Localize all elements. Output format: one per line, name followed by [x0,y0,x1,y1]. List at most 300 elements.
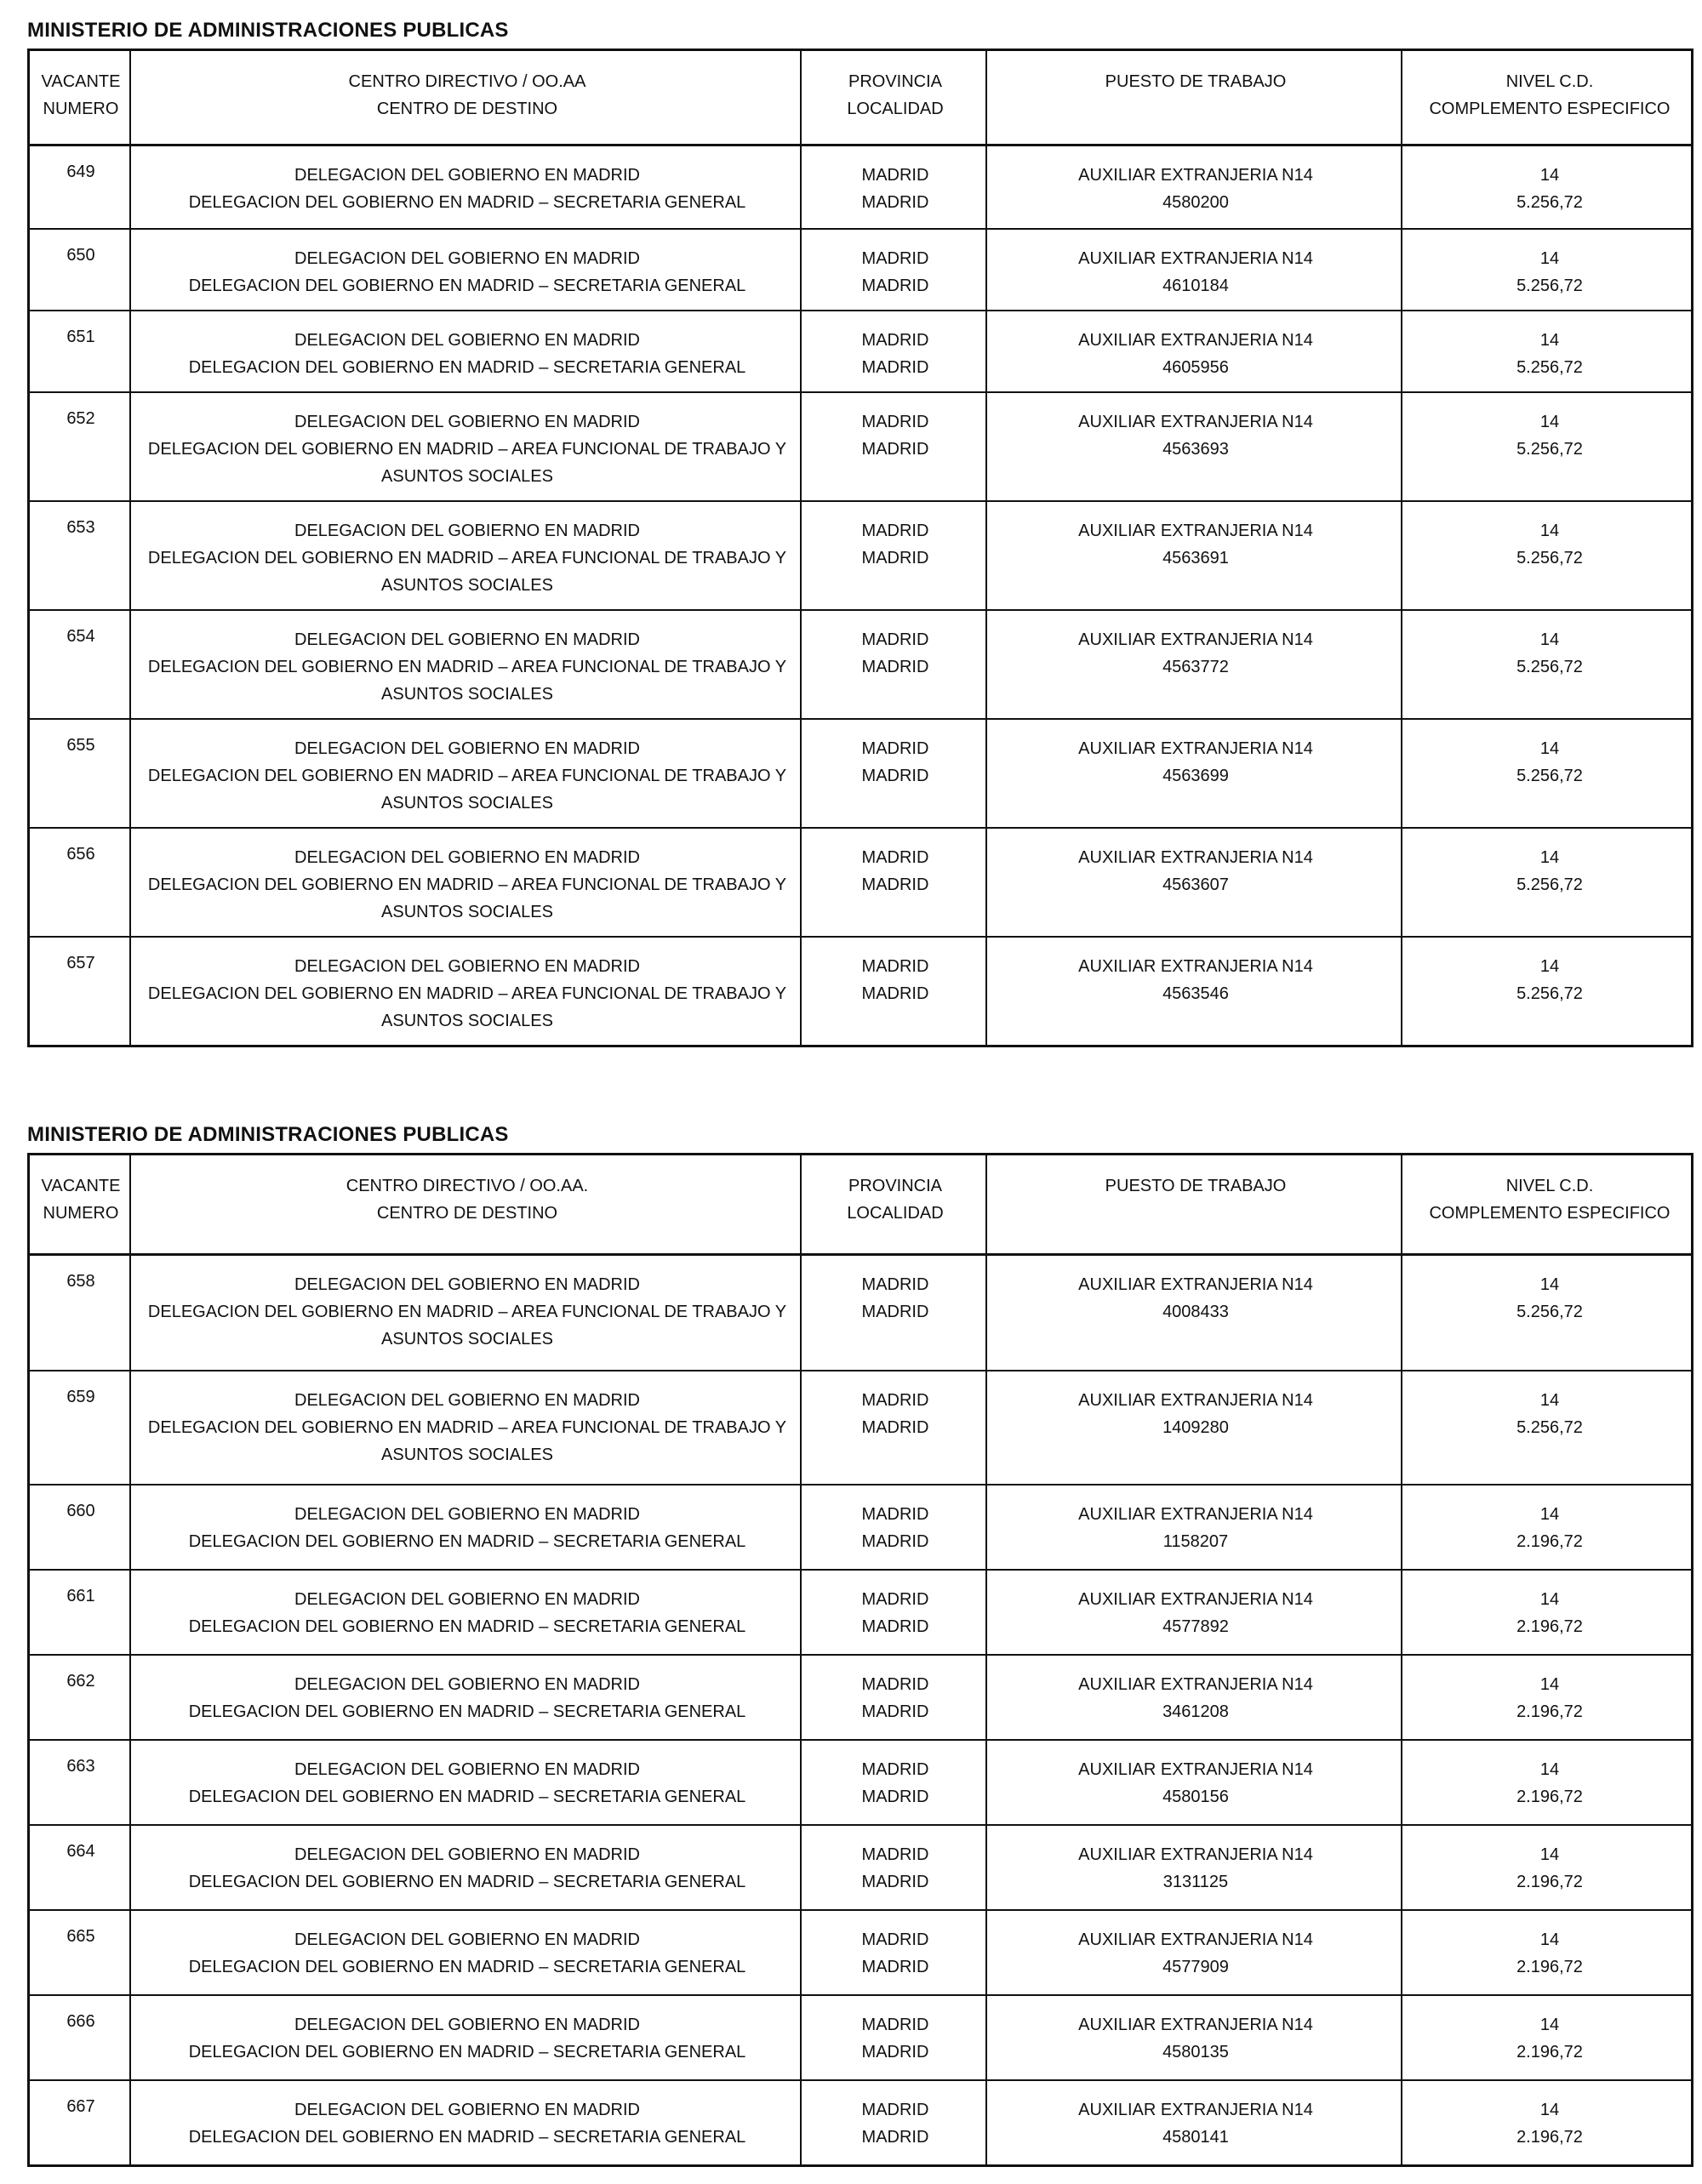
cell-nivel [1403,1571,1696,1654]
cell-nivel [1403,1996,1696,2079]
cell-nivel [1403,829,1696,936]
centro-text: DELEGACION DEL GOBIERNO EN MADRID [294,1590,640,1609]
centro-text: DELEGACION DEL GOBIERNO EN MADRID [294,2016,640,2034]
provincia-text: MADRID [861,1702,929,1721]
header-text: CENTRO DE DESTINO [376,1204,558,1223]
centro-text: DELEGACION DEL GOBIERNO EN MADRID [294,249,640,268]
provincia-text: MADRID [861,1590,929,1609]
puesto-text: 4580156 [1162,1788,1229,1806]
puesto-text: AUXILIAR EXTRANJERIA N14 [1078,1760,1313,1779]
nivel-text: 5.256,72 [1516,358,1583,377]
vacancy-number: 649 [66,163,95,181]
cell-puesto [988,1911,1403,1994]
cell-num [30,1996,132,2079]
provincia-text: MADRID [861,630,929,649]
vacancy-number: 665 [66,1927,95,1946]
centro-text: ASUNTOS SOCIALES [381,1446,553,1464]
centro-text: DELEGACION DEL GOBIERNO EN MADRID – AREA FUNCIONAL DE TRABAJO Y [147,549,787,567]
centro-text: DELEGACION DEL GOBIERNO EN MADRID – SECRETARIA GENERAL [188,2128,746,2147]
nivel-text: 5.256,72 [1516,1418,1583,1437]
header-text: VACANTE [41,1177,121,1195]
provincia-text: MADRID [861,658,929,676]
vacancy-number: 662 [66,1672,95,1691]
vacancy-number: 664 [66,1842,95,1861]
centro-text: DELEGACION DEL GOBIERNO EN MADRID – SECRETARIA GENERAL [188,1702,746,1721]
cell-provincia [802,1996,988,2079]
centro-text: DELEGACION DEL GOBIERNO EN MADRID – SECRETARIA GENERAL [188,277,746,295]
cell-num [30,1485,132,1569]
centro-text: DELEGACION DEL GOBIERNO EN MADRID – SECRETARIA GENERAL [188,1873,746,1891]
nivel-text: 14 [1539,848,1560,867]
cell-provincia [802,502,988,609]
provincia-text: MADRID [861,1505,929,1524]
cell-provincia [802,611,988,718]
nivel-text: 2.196,72 [1516,1958,1583,1976]
cell-nivel [1403,1656,1696,1739]
puesto-text: AUXILIAR EXTRANJERIA N14 [1078,1845,1313,1864]
puesto-text: 4563546 [1162,984,1229,1003]
header-text: NIVEL C.D. [1505,72,1594,91]
nivel-text: 14 [1539,2016,1560,2034]
table-row [30,1484,1691,1569]
header-nivel [1403,1155,1696,1253]
cell-provincia [802,146,988,228]
puesto-text: 4563693 [1162,440,1229,459]
provincia-text: MADRID [861,767,929,785]
provincia-text: MADRID [861,358,929,377]
table-row [30,310,1691,391]
header-text: LOCALIDAD [847,100,944,118]
cell-puesto [988,1485,1403,1569]
cell-num [30,829,132,936]
cell-centro [132,311,802,391]
provincia-text: MADRID [861,2016,929,2034]
cell-num [30,1741,132,1824]
cell-num [30,1826,132,1909]
puesto-text: AUXILIAR EXTRANJERIA N14 [1078,166,1313,185]
cell-centro [132,1656,802,1739]
nivel-text: 14 [1539,166,1560,185]
header-puesto [988,1155,1403,1253]
centro-text: ASUNTOS SOCIALES [381,903,553,921]
vacancy-number: 654 [66,627,95,646]
cell-provincia [802,720,988,827]
header-centro [132,51,802,144]
vacancy-number: 656 [66,845,95,864]
table-row [30,146,1691,228]
centro-text: ASUNTOS SOCIALES [381,467,553,486]
cell-provincia [802,1485,988,1569]
cell-centro [132,1371,802,1484]
table-row [30,1909,1691,1994]
cell-puesto [988,393,1403,500]
centro-text: DELEGACION DEL GOBIERNO EN MADRID [294,522,640,540]
vacancy-number: 651 [66,328,95,346]
puesto-text: 4580135 [1162,2043,1229,2061]
nivel-text: 14 [1539,1930,1560,1949]
nivel-text: 2.196,72 [1516,1873,1583,1891]
provincia-text: MADRID [861,984,929,1003]
centro-text: DELEGACION DEL GOBIERNO EN MADRID [294,1275,640,1294]
cell-nivel [1403,720,1696,827]
cell-nivel [1403,1826,1696,1909]
table-row [30,1654,1691,1739]
cell-centro [132,829,802,936]
puesto-text: 4577909 [1162,1958,1229,1976]
header-text: CENTRO DE DESTINO [376,100,558,118]
cell-centro [132,502,802,609]
cell-centro [132,230,802,310]
cell-centro [132,146,802,228]
table-row [30,1739,1691,1824]
cell-provincia [802,938,988,1045]
centro-text: DELEGACION DEL GOBIERNO EN MADRID [294,848,640,867]
table-row [30,936,1691,1045]
vacancy-number: 653 [66,518,95,537]
nivel-text: 14 [1539,331,1560,350]
nivel-text: 5.256,72 [1516,875,1583,894]
centro-text: DELEGACION DEL GOBIERNO EN MADRID – AREA FUNCIONAL DE TRABAJO Y [147,767,787,785]
puesto-text: 4577892 [1162,1617,1229,1636]
cell-nivel [1403,311,1696,391]
puesto-text: 4563607 [1162,875,1229,894]
cell-puesto [988,230,1403,310]
puesto-text: AUXILIAR EXTRANJERIA N14 [1078,1930,1313,1949]
centro-text: DELEGACION DEL GOBIERNO EN MADRID [294,2101,640,2119]
header-text: PUESTO DE TRABAJO [1105,1177,1287,1195]
header-text: CENTRO DIRECTIVO / OO.AA. [346,1177,589,1195]
table-row [30,2079,1691,2164]
table-row [30,500,1691,609]
header-text: PUESTO DE TRABAJO [1105,72,1287,91]
provincia-text: MADRID [861,875,929,894]
centro-text: DELEGACION DEL GOBIERNO EN MADRID [294,1845,640,1864]
header-text: COMPLEMENTO ESPECIFICO [1429,1204,1671,1223]
centro-text: DELEGACION DEL GOBIERNO EN MADRID – SECRETARIA GENERAL [188,1617,746,1636]
centro-text: ASUNTOS SOCIALES [381,685,553,704]
nivel-text: 5.256,72 [1516,984,1583,1003]
cell-puesto [988,720,1403,827]
header-text: PROVINCIA [848,72,943,91]
centro-text: DELEGACION DEL GOBIERNO EN MADRID – SECRETARIA GENERAL [188,2043,746,2061]
vacancy-table [27,48,1693,1047]
cell-puesto [988,2081,1403,2164]
cell-puesto [988,1996,1403,2079]
cell-puesto [988,611,1403,718]
cell-puesto [988,311,1403,391]
provincia-text: MADRID [861,440,929,459]
vacancy-number: 659 [66,1388,95,1406]
cell-provincia [802,311,988,391]
cell-num [30,146,132,228]
cell-provincia [802,1911,988,1994]
cell-provincia [802,1656,988,1739]
cell-puesto [988,1571,1403,1654]
puesto-text: AUXILIAR EXTRANJERIA N14 [1078,249,1313,268]
nivel-text: 14 [1539,1391,1560,1410]
provincia-text: MADRID [861,1275,929,1294]
provincia-text: MADRID [861,1845,929,1864]
provincia-text: MADRID [861,277,929,295]
cell-nivel [1403,1911,1696,1994]
cell-puesto [988,1656,1403,1739]
centro-text: DELEGACION DEL GOBIERNO EN MADRID [294,413,640,431]
puesto-text: 4008433 [1162,1303,1229,1321]
centro-text: DELEGACION DEL GOBIERNO EN MADRID – SECRETARIA GENERAL [188,358,746,377]
nivel-text: 14 [1539,2101,1560,2119]
provincia-text: MADRID [861,1958,929,1976]
centro-text: DELEGACION DEL GOBIERNO EN MADRID – SECRETARIA GENERAL [188,193,746,212]
puesto-text: AUXILIAR EXTRANJERIA N14 [1078,1275,1313,1294]
cell-nivel [1403,1485,1696,1569]
provincia-text: MADRID [861,1788,929,1806]
cell-puesto [988,1371,1403,1484]
header-puesto [988,51,1403,144]
centro-text: DELEGACION DEL GOBIERNO EN MADRID – AREA FUNCIONAL DE TRABAJO Y [147,1418,787,1437]
section-title: MINISTERIO DE ADMINISTRACIONES PUBLICAS [27,19,509,42]
nivel-text: 14 [1539,249,1560,268]
table-row [30,827,1691,936]
cell-nivel [1403,2081,1696,2164]
cell-nivel [1403,230,1696,310]
centro-text: DELEGACION DEL GOBIERNO EN MADRID [294,957,640,976]
nivel-text: 5.256,72 [1516,193,1583,212]
puesto-text: AUXILIAR EXTRANJERIA N14 [1078,1391,1313,1410]
nivel-text: 2.196,72 [1516,1702,1583,1721]
centro-text: DELEGACION DEL GOBIERNO EN MADRID – SECRETARIA GENERAL [188,1788,746,1806]
vacancy-number: 667 [66,2097,95,2116]
vacancy-table [27,1153,1693,2167]
cell-puesto [988,502,1403,609]
cell-nivel [1403,1741,1696,1824]
cell-puesto [988,1826,1403,1909]
puesto-text: 4580141 [1162,2128,1229,2147]
cell-nivel [1403,393,1696,500]
table-row [30,1256,1691,1370]
cell-num [30,1571,132,1654]
nivel-text: 5.256,72 [1516,277,1583,295]
vacancy-number: 666 [66,2012,95,2031]
header-centro [132,1155,802,1253]
centro-text: ASUNTOS SOCIALES [381,1330,553,1349]
puesto-text: AUXILIAR EXTRANJERIA N14 [1078,413,1313,431]
vacancy-number: 657 [66,954,95,972]
centro-text: DELEGACION DEL GOBIERNO EN MADRID – AREA FUNCIONAL DE TRABAJO Y [147,658,787,676]
puesto-text: AUXILIAR EXTRANJERIA N14 [1078,957,1313,976]
nivel-text: 14 [1539,957,1560,976]
nivel-text: 2.196,72 [1516,2043,1583,2061]
cell-num [30,1371,132,1484]
nivel-text: 2.196,72 [1516,1788,1583,1806]
cell-num [30,2081,132,2164]
centro-text: DELEGACION DEL GOBIERNO EN MADRID [294,1675,640,1694]
header-vacante [30,1155,132,1253]
provincia-text: MADRID [861,2101,929,2119]
centro-text: DELEGACION DEL GOBIERNO EN MADRID [294,166,640,185]
nivel-text: 14 [1539,739,1560,758]
cell-nivel [1403,611,1696,718]
vacancy-number: 663 [66,1757,95,1776]
puesto-text: AUXILIAR EXTRANJERIA N14 [1078,630,1313,649]
table-row [30,1994,1691,2079]
cell-nivel [1403,502,1696,609]
centro-text: DELEGACION DEL GOBIERNO EN MADRID – SECRETARIA GENERAL [188,1532,746,1551]
centro-text: DELEGACION DEL GOBIERNO EN MADRID [294,1505,640,1524]
cell-nivel [1403,1256,1696,1370]
cell-puesto [988,938,1403,1045]
cell-nivel [1403,938,1696,1045]
cell-num [30,311,132,391]
nivel-text: 5.256,72 [1516,658,1583,676]
centro-text: DELEGACION DEL GOBIERNO EN MADRID [294,1391,640,1410]
cell-centro [132,1911,802,1994]
centro-text: DELEGACION DEL GOBIERNO EN MADRID – AREA FUNCIONAL DE TRABAJO Y [147,1303,787,1321]
cell-provincia [802,230,988,310]
nivel-text: 14 [1539,1760,1560,1779]
puesto-text: AUXILIAR EXTRANJERIA N14 [1078,522,1313,540]
table-header [30,51,1691,146]
puesto-text: 4563699 [1162,767,1229,785]
puesto-text: 4605956 [1162,358,1229,377]
vacancy-number: 658 [66,1272,95,1291]
cell-nivel [1403,146,1696,228]
header-text: PROVINCIA [848,1177,943,1195]
provincia-text: MADRID [861,1873,929,1891]
puesto-text: AUXILIAR EXTRANJERIA N14 [1078,739,1313,758]
centro-text: DELEGACION DEL GOBIERNO EN MADRID – AREA FUNCIONAL DE TRABAJO Y [147,440,787,459]
puesto-text: AUXILIAR EXTRANJERIA N14 [1078,331,1313,350]
cell-num [30,720,132,827]
cell-provincia [802,393,988,500]
cell-provincia [802,1826,988,1909]
cell-puesto [988,146,1403,228]
centro-text: ASUNTOS SOCIALES [381,794,553,813]
provincia-text: MADRID [861,739,929,758]
puesto-text: 1409280 [1162,1418,1229,1437]
puesto-text: AUXILIAR EXTRANJERIA N14 [1078,2101,1313,2119]
cell-centro [132,1256,802,1370]
puesto-text: 4610184 [1162,277,1229,295]
cell-centro [132,1996,802,2079]
provincia-text: MADRID [861,1930,929,1949]
table-row [30,1569,1691,1654]
puesto-text: AUXILIAR EXTRANJERIA N14 [1078,1675,1313,1694]
nivel-text: 14 [1539,1275,1560,1294]
vacancy-number: 660 [66,1502,95,1520]
cell-num [30,1656,132,1739]
nivel-text: 2.196,72 [1516,2128,1583,2147]
section-title: MINISTERIO DE ADMINISTRACIONES PUBLICAS [27,1123,509,1146]
header-text: CENTRO DIRECTIVO / OO.AA [348,72,586,91]
puesto-text: 4563772 [1162,658,1229,676]
cell-provincia [802,1256,988,1370]
provincia-text: MADRID [861,249,929,268]
header-text: COMPLEMENTO ESPECIFICO [1429,100,1671,118]
centro-text: DELEGACION DEL GOBIERNO EN MADRID [294,630,640,649]
provincia-text: MADRID [861,1760,929,1779]
cell-num [30,230,132,310]
vacancy-number: 661 [66,1587,95,1605]
header-text: NUMERO [43,100,119,118]
cell-centro [132,938,802,1045]
cell-puesto [988,1256,1403,1370]
puesto-text: AUXILIAR EXTRANJERIA N14 [1078,1505,1313,1524]
nivel-text: 5.256,72 [1516,1303,1583,1321]
cell-num [30,393,132,500]
centro-text: DELEGACION DEL GOBIERNO EN MADRID [294,1760,640,1779]
centro-text: DELEGACION DEL GOBIERNO EN MADRID – AREA FUNCIONAL DE TRABAJO Y [147,984,787,1003]
header-provincia [802,1155,988,1253]
header-text: NUMERO [43,1204,119,1223]
centro-text: DELEGACION DEL GOBIERNO EN MADRID [294,1930,640,1949]
provincia-text: MADRID [861,331,929,350]
puesto-text: AUXILIAR EXTRANJERIA N14 [1078,1590,1313,1609]
provincia-text: MADRID [861,2128,929,2147]
vacancy-number: 650 [66,246,95,265]
cell-centro [132,1571,802,1654]
cell-puesto [988,1741,1403,1824]
cell-centro [132,1741,802,1824]
centro-text: DELEGACION DEL GOBIERNO EN MADRID – AREA FUNCIONAL DE TRABAJO Y [147,875,787,894]
nivel-text: 14 [1539,630,1560,649]
puesto-text: 1158207 [1162,1532,1229,1551]
table-row [30,718,1691,827]
cell-num [30,938,132,1045]
nivel-text: 14 [1539,1505,1560,1524]
cell-centro [132,2081,802,2164]
provincia-text: MADRID [861,1418,929,1437]
nivel-text: 2.196,72 [1516,1617,1583,1636]
nivel-text: 5.256,72 [1516,767,1583,785]
cell-puesto [988,829,1403,936]
vacancy-number: 655 [66,736,95,755]
header-nivel [1403,51,1696,144]
provincia-text: MADRID [861,848,929,867]
provincia-text: MADRID [861,193,929,212]
cell-provincia [802,2081,988,2164]
provincia-text: MADRID [861,549,929,567]
cell-num [30,611,132,718]
nivel-text: 14 [1539,413,1560,431]
puesto-text: 3461208 [1162,1702,1229,1721]
cell-nivel [1403,1371,1696,1484]
nivel-text: 2.196,72 [1516,1532,1583,1551]
centro-text: DELEGACION DEL GOBIERNO EN MADRID [294,739,640,758]
provincia-text: MADRID [861,1303,929,1321]
cell-provincia [802,829,988,936]
puesto-text: 4563691 [1162,549,1229,567]
provincia-text: MADRID [861,1617,929,1636]
table-row [30,1370,1691,1484]
centro-text: ASUNTOS SOCIALES [381,576,553,595]
table-row [30,228,1691,310]
nivel-text: 14 [1539,1590,1560,1609]
header-text: VACANTE [41,72,121,91]
provincia-text: MADRID [861,2043,929,2061]
cell-num [30,502,132,609]
cell-provincia [802,1741,988,1824]
provincia-text: MADRID [861,957,929,976]
centro-text: DELEGACION DEL GOBIERNO EN MADRID – SECRETARIA GENERAL [188,1958,746,1976]
provincia-text: MADRID [861,166,929,185]
puesto-text: AUXILIAR EXTRANJERIA N14 [1078,2016,1313,2034]
table-row [30,391,1691,500]
header-text: LOCALIDAD [847,1204,944,1223]
nivel-text: 14 [1539,522,1560,540]
provincia-text: MADRID [861,1675,929,1694]
nivel-text: 14 [1539,1845,1560,1864]
header-text: NIVEL C.D. [1505,1177,1594,1195]
